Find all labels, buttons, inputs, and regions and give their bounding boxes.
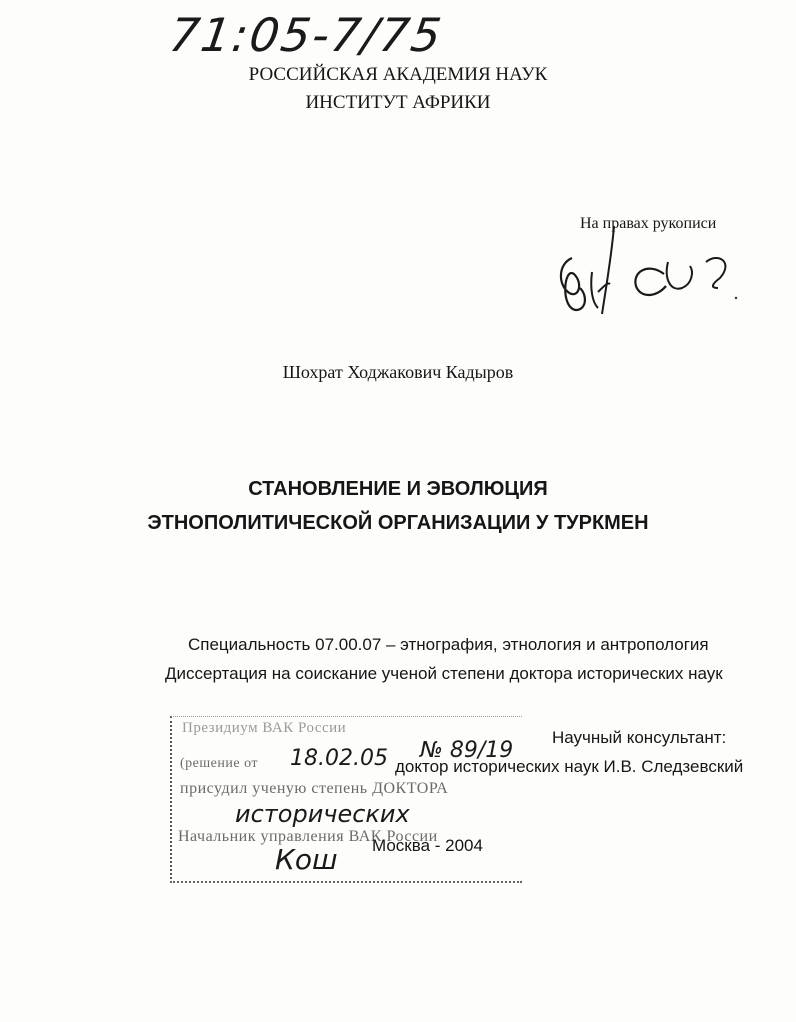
stamp-head: Начальник управления ВАК России [178, 828, 438, 845]
institute-name: ИНСТИТУТ АФРИКИ [305, 92, 491, 113]
stamp-awarded: присудил ученую степень ДОКТОРА [180, 780, 449, 797]
stamp-decision: (решение от [180, 756, 259, 771]
author-signature [552, 222, 742, 322]
rights-note: На правах рукописи [580, 215, 717, 232]
consultant-name: доктор исторических наук И.В. Следзевский [395, 757, 744, 776]
academy-name: РОССИЙСКАЯ АКАДЕМИЯ НАУК [248, 64, 548, 85]
stamp-field: исторических [235, 800, 410, 828]
consultant-label: Научный консультант: [552, 728, 727, 747]
stamp-header: Президиум ВАК России [182, 720, 347, 736]
stamp-date: 18.02.05 [290, 746, 388, 771]
dissertation-title-line2: ЭТНОПОЛИТИЧЕСКОЙ ОРГАНИЗАЦИИ У ТУРКМЕН [147, 512, 649, 534]
dissertation-title-line1: СТАНОВЛЕНИЕ И ЭВОЛЮЦИЯ [248, 478, 548, 500]
author-name: Шохрат Ходжакович Кадыров [282, 362, 514, 382]
specialty: Специальность 07.00.07 – этнография, этнология и антропология [188, 635, 709, 654]
stamp-number: № 89/19 [420, 738, 514, 763]
archive-number: 71:05-7/75 [166, 8, 447, 62]
city-year: Москва - 2004 [372, 836, 483, 855]
stamp-signature: Кош [275, 843, 338, 876]
degree-statement: Диссертация на соискание ученой степени доктора исторических наук [165, 664, 723, 683]
